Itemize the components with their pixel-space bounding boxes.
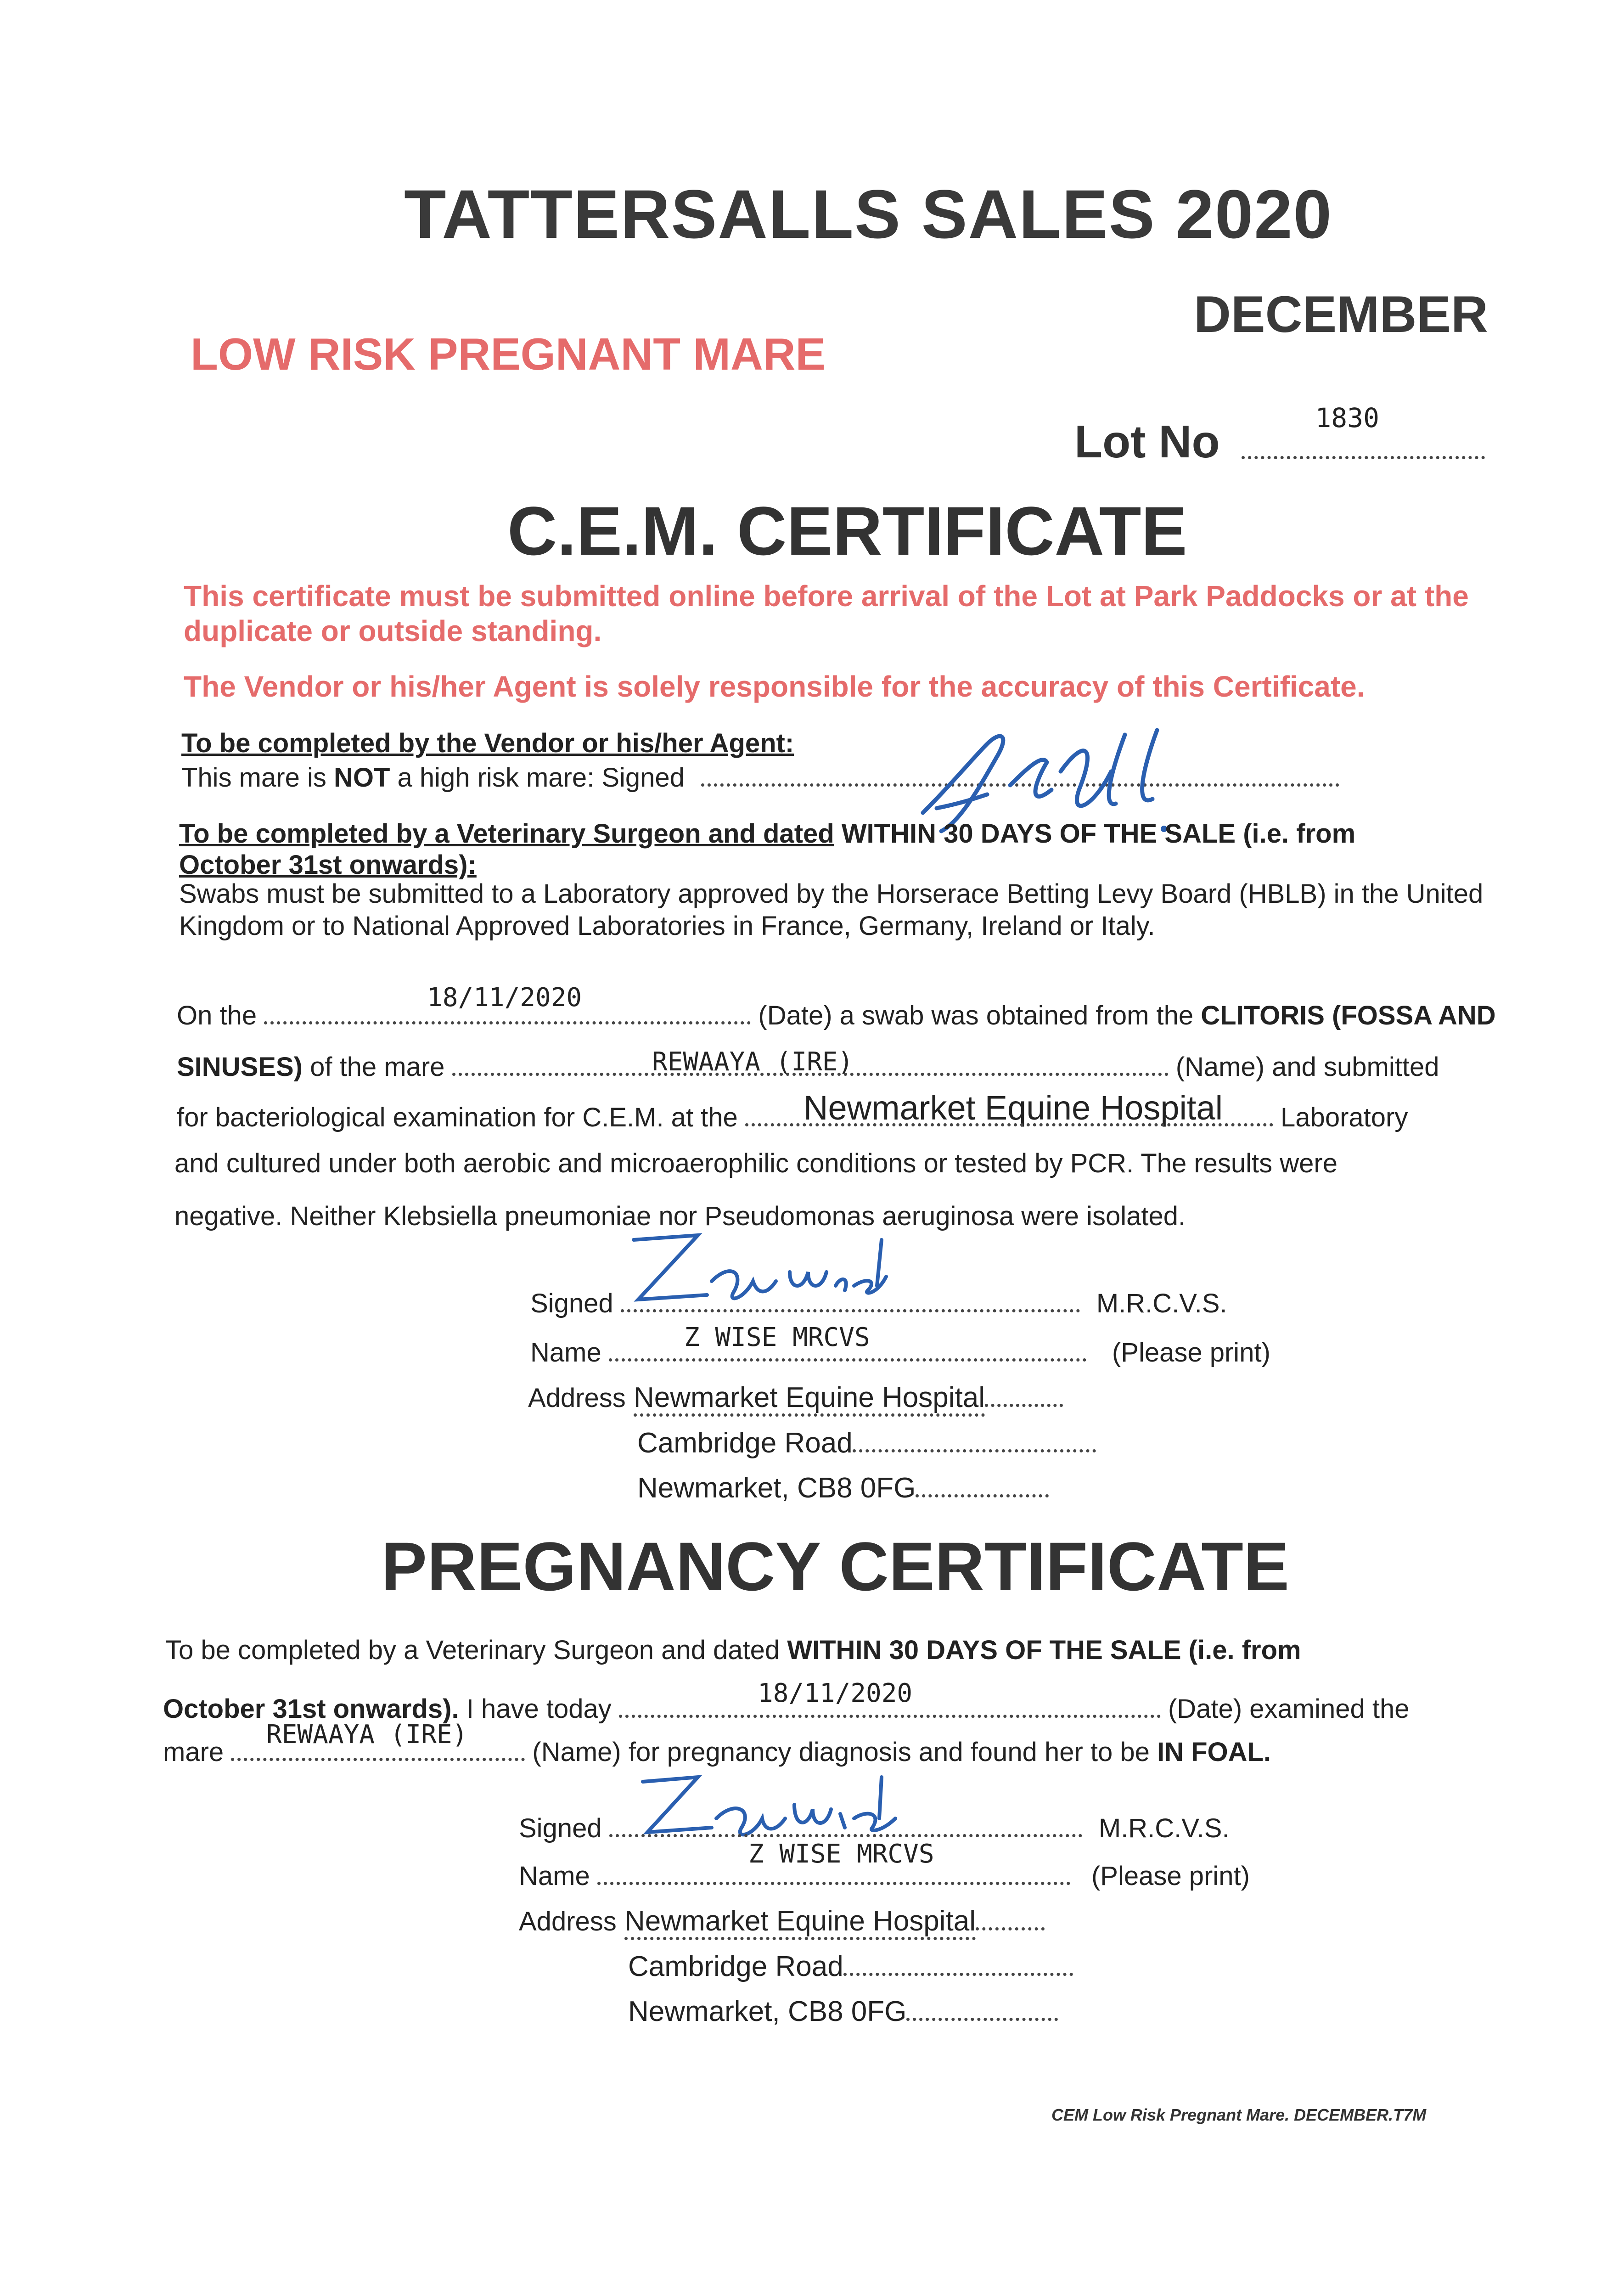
- swab-date-value: 18/11/2020: [427, 983, 582, 1013]
- cem-address: Address Newmarket Equine Hospital Cambridge Road Newmarket, CB8 0FG: [528, 1375, 1096, 1511]
- document-title: TATTERSALLS SALES 2020: [404, 175, 1333, 253]
- vendor-heading: To be completed by the Vendor or his/her Agent:: [181, 728, 794, 758]
- vendor-declaration: This mare is NOT a high risk mare: Signed: [181, 762, 1339, 793]
- submission-notice: This certificate must be submitted online before arrival of the Lot at Park Paddocks or at the duplicate or outside standing.: [184, 580, 1469, 647]
- cem-title: C.E.M. CERTIFICATE: [507, 492, 1187, 569]
- pregnancy-name-row: Name (Please print): [519, 1861, 1250, 1891]
- swab-date-row: On the (Date) a swab was obtained from the CLITORIS (FOSSA AND: [177, 1001, 1496, 1030]
- cem-address-line3: Newmarket, CB8 0FG: [637, 1472, 916, 1504]
- pregnancy-address-line2: Cambridge Road: [628, 1951, 843, 1982]
- pregnancy-mare-name: REWAAYA (IRE): [266, 1720, 468, 1750]
- cem-address-line2: Cambridge Road: [637, 1427, 853, 1459]
- cem-name-row: Name (Please print): [530, 1338, 1270, 1367]
- pregnancy-vet-name: Z WISE MRCVS: [748, 1839, 934, 1869]
- lot-value: 1830: [1315, 402, 1380, 433]
- mare-row: SINUSES) of the mare (Name) and submitted: [177, 1052, 1439, 1082]
- cem-mrcvs: M.R.C.V.S.: [1096, 1289, 1227, 1318]
- pregnancy-signed-row: Signed M.R.C.V.S.: [519, 1813, 1230, 1843]
- culture-text: and cultured under both aerobic and microaerophilic conditions or tested by PCR. The results were: [174, 1148, 1337, 1178]
- cem-vet-name: Z WISE MRCVS: [684, 1322, 870, 1352]
- laboratory-row: for bacteriological examination for C.E.M. at the Laboratory: [177, 1103, 1408, 1132]
- responsibility-notice: The Vendor or his/her Agent is solely responsible for the accuracy of this Certificate.: [184, 670, 1365, 703]
- vet-heading-line2: October 31st onwards):: [179, 850, 477, 880]
- pregnancy-address-line1: Newmarket Equine Hospital: [624, 1905, 976, 1940]
- lot-number-row: [1074, 402, 1485, 468]
- category-label: LOW RISK PREGNANT MARE: [191, 329, 826, 379]
- pregnancy-title: PREGNANCY CERTIFICATE: [381, 1528, 1289, 1605]
- pregnancy-line2: October 31st onwards). I have today (Date) examined the: [163, 1694, 1410, 1724]
- laboratory-value: Newmarket Equine Hospital: [804, 1089, 1223, 1127]
- cem-signed-row: [530, 1288, 1227, 1319]
- sale-month: DECEMBER: [1194, 286, 1488, 343]
- cem-signed-label: Signed: [530, 1289, 613, 1318]
- cem-address-line1: Newmarket Equine Hospital: [634, 1382, 985, 1417]
- pregnancy-date-value: 18/11/2020: [758, 1678, 913, 1708]
- pregnancy-address: Address Newmarket Equine Hospital Cambridge Road Newmarket, CB8 0FG: [519, 1899, 1073, 2034]
- swab-instructions: Swabs must be submitted to a Laboratory approved by the Horserace Betting Levy Board (HBLB) in the United Kingdom or to National Approved Laboratories in France, Germany, Ireland or Italy.: [179, 879, 1484, 941]
- cem-mare-name: REWAAYA (IRE): [652, 1047, 854, 1077]
- lot-label: Lot No: [1074, 416, 1220, 467]
- footer-reference: CEM Low Risk Pregnant Mare. DECEMBER.T7M: [1051, 2105, 1427, 2124]
- pregnancy-line3: mare (Name) for pregnancy diagnosis and found her to be IN FOAL.: [163, 1737, 1271, 1767]
- vet-heading: To be completed by a Veterinary Surgeon and dated WITHIN 30 DAYS OF THE SALE (i.e. from: [179, 819, 1356, 849]
- pregnancy-line1: To be completed by a Veterinary Surgeon and dated WITHIN 30 DAYS OF THE SALE (i.e. from: [165, 1635, 1301, 1665]
- negative-result-text: negative. Neither Klebsiella pneumoniae nor Pseudomonas aeruginosa were isolated.: [174, 1201, 1186, 1231]
- pregnancy-address-line3: Newmarket, CB8 0FG: [628, 1996, 907, 2027]
